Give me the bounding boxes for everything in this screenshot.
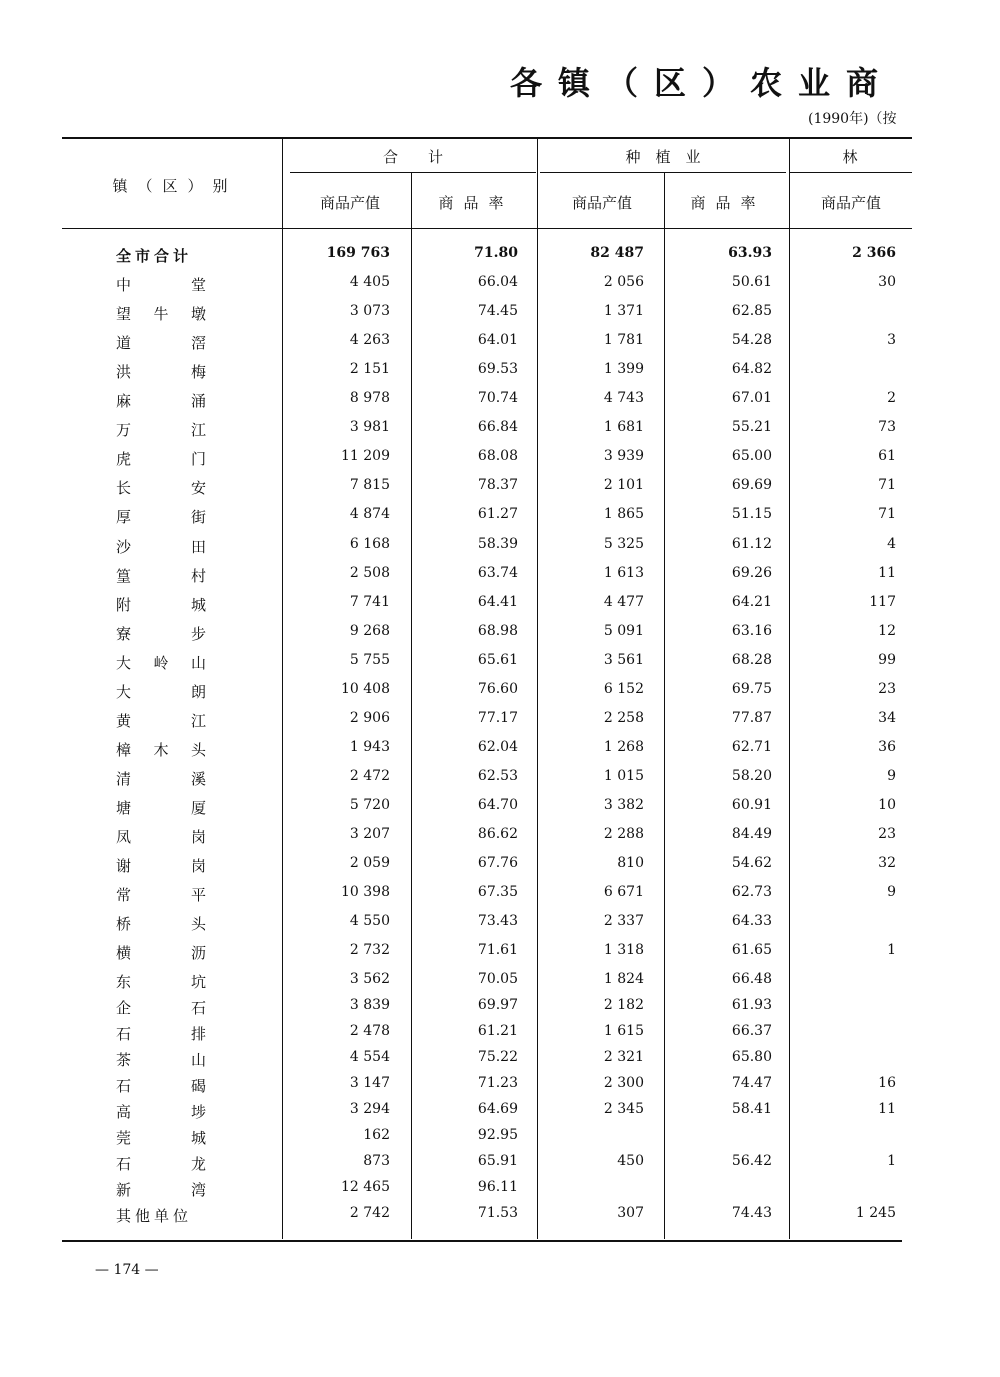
page-number: — 174 —: [95, 1262, 159, 1278]
table-row: [0, 303, 1000, 329]
row-value-3: 2 288: [603, 826, 644, 842]
row-value-5: 1 245: [855, 1205, 896, 1221]
row-value-3: 82 487: [590, 245, 644, 261]
table-row: [0, 594, 1000, 620]
group-rule-total: [290, 172, 536, 173]
table-row: [0, 477, 1000, 503]
row-value-4: 77.87: [731, 710, 772, 726]
row-region-name: 企 石: [116, 999, 206, 1017]
row-region-name: 望 牛 墩: [116, 305, 206, 323]
row-value-3: 450: [617, 1153, 644, 1169]
table-row: [0, 565, 1000, 591]
row-value-2: 63.74: [477, 565, 518, 581]
row-value-3: 1 865: [603, 506, 644, 522]
row-region-name: 长 安: [116, 479, 206, 497]
row-region-name: 石 排: [116, 1025, 206, 1043]
table-row: [0, 884, 1000, 910]
row-value-2: 75.22: [477, 1049, 518, 1065]
sub-header-planting-rate: 商品率: [690, 194, 766, 212]
row-value-3: 1 681: [603, 419, 644, 435]
row-value-3: 1 318: [603, 942, 644, 958]
row-value-4: 61.65: [731, 942, 772, 958]
row-value-1: 12 465: [341, 1179, 390, 1195]
row-value-1: 3 207: [349, 826, 390, 842]
row-value-2: 67.35: [477, 884, 518, 900]
row-value-4: 61.93: [731, 997, 772, 1013]
table-row: [0, 245, 1000, 271]
row-value-1: 10 408: [341, 681, 390, 697]
row-value-4: 64.21: [731, 594, 772, 610]
row-value-1: 6 168: [349, 536, 390, 552]
row-value-5: 117: [869, 594, 896, 610]
row-value-2: 96.11: [477, 1179, 518, 1195]
row-value-5: 12: [878, 623, 896, 639]
row-value-3: 307: [617, 1205, 644, 1221]
row-value-2: 58.39: [477, 536, 518, 552]
row-value-2: 92.95: [477, 1127, 518, 1143]
table-row: [0, 739, 1000, 765]
table-row: [0, 536, 1000, 562]
row-value-5: 23: [878, 681, 896, 697]
table-row: [0, 448, 1000, 474]
row-value-4: 56.42: [731, 1153, 772, 1169]
row-value-2: 71.80: [474, 245, 518, 261]
row-value-3: 2 337: [603, 913, 644, 929]
row-value-2: 62.04: [477, 739, 518, 755]
row-value-2: 65.61: [477, 652, 518, 668]
row-value-3: 1 015: [603, 768, 644, 784]
row-region-name: 凤 岗: [116, 828, 206, 846]
row-value-3: 6 152: [603, 681, 644, 697]
row-value-5: 10: [878, 797, 896, 813]
row-value-2: 64.01: [477, 332, 518, 348]
row-value-3: 2 300: [603, 1075, 644, 1091]
row-value-5: 16: [878, 1075, 896, 1091]
row-region-name: 中 堂: [116, 276, 206, 294]
row-value-3: 4 743: [603, 390, 644, 406]
table-row: [0, 971, 1000, 997]
row-value-2: 70.74: [477, 390, 518, 406]
row-value-1: 4 263: [349, 332, 390, 348]
row-value-5: 9: [887, 884, 896, 900]
table-row: [0, 419, 1000, 445]
row-region-name: 石 龙: [116, 1155, 206, 1173]
row-value-4: 63.16: [731, 623, 772, 639]
row-value-3: 3 939: [603, 448, 644, 464]
row-region-name: 樟 木 头: [116, 741, 206, 759]
row-region-name: 桥 头: [116, 915, 206, 933]
sub-header-total-rate: 商品率: [438, 194, 514, 212]
table-row: [0, 768, 1000, 794]
row-value-1: 4 874: [349, 506, 390, 522]
row-value-1: 3 073: [349, 303, 390, 319]
row-value-2: 62.53: [477, 768, 518, 784]
row-region-name: 横 沥: [116, 944, 206, 962]
row-value-3: 1 268: [603, 739, 644, 755]
sub-header-planting-value: 商品产值: [571, 194, 632, 212]
row-value-5: 73: [878, 419, 896, 435]
row-region-name: 沙 田: [116, 538, 206, 556]
group-header-forest: 林: [842, 148, 858, 166]
table-row: [0, 710, 1000, 736]
row-value-4: 54.28: [731, 332, 772, 348]
table-row: [0, 1101, 1000, 1127]
row-value-1: 2 906: [349, 710, 390, 726]
table-row: [0, 855, 1000, 881]
row-value-4: 74.47: [731, 1075, 772, 1091]
row-value-2: 78.37: [477, 477, 518, 493]
row-value-5: 3: [887, 332, 896, 348]
row-value-5: 30: [878, 274, 896, 290]
row-value-4: 58.20: [731, 768, 772, 784]
row-value-4: 67.01: [731, 390, 772, 406]
table-row: [0, 1075, 1000, 1101]
row-value-1: 2 151: [349, 361, 390, 377]
row-value-5: 9: [887, 768, 896, 784]
row-value-5: 4: [887, 536, 896, 552]
row-region-name: 篁 村: [116, 567, 206, 585]
row-value-2: 68.98: [477, 623, 518, 639]
row-value-1: 2 732: [349, 942, 390, 958]
row-value-1: 5 755: [349, 652, 390, 668]
row-value-2: 64.70: [477, 797, 518, 813]
row-value-2: 86.62: [477, 826, 518, 842]
group-header-total: 合 计: [382, 148, 443, 166]
row-value-2: 69.53: [477, 361, 518, 377]
row-value-2: 66.84: [477, 419, 518, 435]
row-value-1: 2 472: [349, 768, 390, 784]
row-value-3: 4 477: [603, 594, 644, 610]
row-value-1: 3 981: [349, 419, 390, 435]
row-value-2: 71.23: [477, 1075, 518, 1091]
row-region-name: 万 江: [116, 421, 206, 439]
row-value-4: 63.93: [728, 245, 772, 261]
row-value-5: 71: [878, 477, 896, 493]
row-region-name: 高 埗: [116, 1103, 206, 1121]
row-value-4: 50.61: [731, 274, 772, 290]
row-value-3: 1 399: [603, 361, 644, 377]
group-rule-forest: [790, 172, 912, 173]
row-value-4: 61.12: [731, 536, 772, 552]
row-value-1: 7 741: [349, 594, 390, 610]
table-row: [0, 1049, 1000, 1075]
row-value-4: 58.41: [731, 1101, 772, 1117]
row-value-1: 2 508: [349, 565, 390, 581]
row-region-name: 东 坑: [116, 973, 206, 991]
row-value-1: 4 550: [349, 913, 390, 929]
row-value-2: 69.97: [477, 997, 518, 1013]
sub-header-total-value: 商品产值: [319, 194, 380, 212]
row-value-3: 1 613: [603, 565, 644, 581]
row-value-4: 74.43: [731, 1205, 772, 1221]
row-value-2: 65.91: [477, 1153, 518, 1169]
row-value-3: 810: [617, 855, 644, 871]
row-value-2: 64.69: [477, 1101, 518, 1117]
row-value-3: 1 824: [603, 971, 644, 987]
header-rule: [62, 228, 912, 229]
row-value-3: 2 101: [603, 477, 644, 493]
row-value-4: 54.62: [731, 855, 772, 871]
table-row: [0, 913, 1000, 939]
row-value-2: 61.21: [477, 1023, 518, 1039]
row-value-2: 77.17: [477, 710, 518, 726]
row-value-3: 1 781: [603, 332, 644, 348]
row-region-name: 塘 厦: [116, 799, 206, 817]
table-row: [0, 942, 1000, 968]
row-value-1: 11 209: [341, 448, 390, 464]
row-value-3: 2 321: [603, 1049, 644, 1065]
row-value-4: 84.49: [731, 826, 772, 842]
row-region-name: 谢 岗: [116, 857, 206, 875]
table-row: [0, 1023, 1000, 1049]
row-value-1: 4 405: [349, 274, 390, 290]
table-row: [0, 274, 1000, 300]
row-value-1: 162: [363, 1127, 390, 1143]
row-value-1: 1 943: [349, 739, 390, 755]
table-row: [0, 1179, 1000, 1205]
row-region-name: 常 平: [116, 886, 206, 904]
row-value-1: 3 839: [349, 997, 390, 1013]
row-region-name: 石 碣: [116, 1077, 206, 1095]
row-value-5: 61: [878, 448, 896, 464]
table-row: [0, 826, 1000, 852]
row-value-1: 3 147: [349, 1075, 390, 1091]
row-value-1: 4 554: [349, 1049, 390, 1065]
sub-header-forest-value: 商品产值: [820, 194, 881, 212]
row-value-4: 62.73: [731, 884, 772, 900]
row-value-5: 11: [878, 565, 896, 581]
row-region-name: 清 溪: [116, 770, 206, 788]
table-row: [0, 681, 1000, 707]
group-header-planting: 种 植 业: [625, 148, 701, 166]
row-region-name: 洪 梅: [116, 363, 206, 381]
region-column-header: 镇（区）别: [112, 177, 238, 195]
row-value-3: 3 382: [603, 797, 644, 813]
row-value-3: 5 325: [603, 536, 644, 552]
row-value-4: 69.69: [731, 477, 772, 493]
row-value-3: 3 561: [603, 652, 644, 668]
row-region-name: 虎 门: [116, 450, 206, 468]
row-value-4: 60.91: [731, 797, 772, 813]
row-value-4: 55.21: [731, 419, 772, 435]
row-value-1: 5 720: [349, 797, 390, 813]
row-region-name: 大 岭 山: [116, 654, 206, 672]
row-value-2: 70.05: [477, 971, 518, 987]
row-value-5: 32: [878, 855, 896, 871]
row-value-1: 873: [363, 1153, 390, 1169]
row-region-name: 道 滘: [116, 334, 206, 352]
table-row: [0, 623, 1000, 649]
row-value-1: 3 294: [349, 1101, 390, 1117]
row-value-2: 64.41: [477, 594, 518, 610]
row-value-4: 65.00: [731, 448, 772, 464]
row-region-name: 寮 步: [116, 625, 206, 643]
bottom-rule: [62, 1240, 902, 1242]
row-value-5: 99: [878, 652, 896, 668]
row-value-2: 76.60: [477, 681, 518, 697]
row-value-3: 1 615: [603, 1023, 644, 1039]
row-region-name: 莞 城: [116, 1129, 206, 1147]
table-row: [0, 361, 1000, 387]
row-value-4: 69.26: [731, 565, 772, 581]
page-title: 各镇（区）农业商: [510, 64, 895, 102]
row-region-name: 大 朗: [116, 683, 206, 701]
row-value-4: 62.71: [731, 739, 772, 755]
row-value-3: 2 056: [603, 274, 644, 290]
row-value-4: 51.15: [731, 506, 772, 522]
row-value-1: 8 978: [349, 390, 390, 406]
row-region-name: 麻 涌: [116, 392, 206, 410]
row-region-name: 其他单位: [116, 1207, 193, 1225]
row-value-2: 74.45: [477, 303, 518, 319]
row-value-4: 69.75: [731, 681, 772, 697]
table-row: [0, 1205, 1000, 1231]
table-row: [0, 652, 1000, 678]
table-row: [0, 390, 1000, 416]
row-region-name: 黄 江: [116, 712, 206, 730]
row-value-1: 7 815: [349, 477, 390, 493]
row-value-1: 169 763: [326, 245, 390, 261]
row-region-name: 全市合计: [116, 247, 193, 265]
row-value-2: 67.76: [477, 855, 518, 871]
table-row: [0, 332, 1000, 358]
top-rule: [62, 137, 912, 139]
row-value-4: 65.80: [731, 1049, 772, 1065]
row-region-name: 新 湾: [116, 1181, 206, 1199]
table-subtitle: (1990年)（按: [808, 111, 897, 127]
row-region-name: 附 城: [116, 596, 206, 614]
row-region-name: 茶 山: [116, 1051, 206, 1069]
table-row: [0, 797, 1000, 823]
row-value-1: 2 742: [349, 1205, 390, 1221]
row-value-4: 66.48: [731, 971, 772, 987]
row-value-5: 2: [887, 390, 896, 406]
row-value-5: 23: [878, 826, 896, 842]
row-value-4: 66.37: [731, 1023, 772, 1039]
row-value-4: 64.33: [731, 913, 772, 929]
row-value-5: 11: [878, 1101, 896, 1117]
row-region-name: 厚 街: [116, 508, 206, 526]
row-value-1: 10 398: [341, 884, 390, 900]
row-value-1: 2 059: [349, 855, 390, 871]
row-value-5: 1: [887, 1153, 896, 1169]
row-value-2: 71.53: [477, 1205, 518, 1221]
row-value-4: 68.28: [731, 652, 772, 668]
table-row: [0, 1127, 1000, 1153]
row-value-2: 66.04: [477, 274, 518, 290]
row-value-1: 3 562: [349, 971, 390, 987]
row-value-4: 64.82: [731, 361, 772, 377]
row-value-3: 2 258: [603, 710, 644, 726]
row-value-3: 2 345: [603, 1101, 644, 1117]
table-row: [0, 1153, 1000, 1179]
row-value-3: 2 182: [603, 997, 644, 1013]
row-value-2: 68.08: [477, 448, 518, 464]
row-value-5: 2 366: [852, 245, 896, 261]
row-value-5: 1: [887, 942, 896, 958]
row-value-3: 1 371: [603, 303, 644, 319]
row-value-3: 5 091: [603, 623, 644, 639]
row-value-5: 36: [878, 739, 896, 755]
row-value-1: 2 478: [349, 1023, 390, 1039]
row-value-4: 62.85: [731, 303, 772, 319]
group-rule-planting: [540, 172, 786, 173]
row-value-5: 34: [878, 710, 896, 726]
row-value-2: 61.27: [477, 506, 518, 522]
row-value-5: 71: [878, 506, 896, 522]
table-row: [0, 997, 1000, 1023]
row-value-2: 71.61: [477, 942, 518, 958]
row-value-2: 73.43: [477, 913, 518, 929]
table-row: [0, 506, 1000, 532]
row-value-3: 6 671: [603, 884, 644, 900]
row-value-1: 9 268: [349, 623, 390, 639]
